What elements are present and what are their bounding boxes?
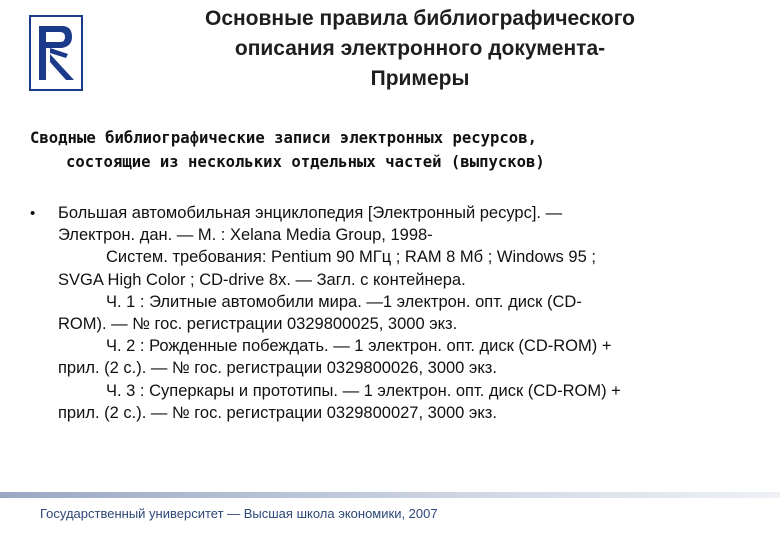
record-line: Электрон. дан. — М. : Xelana Media Group, 1998- — [58, 226, 433, 245]
record-line: ROM). — № гос. регистрации 0329800025, 3000 экз. — [58, 315, 458, 334]
record-line: SVGA High Color ; CD-drive 8x. — Загл. с контейнера. — [58, 270, 466, 289]
hse-logo-icon — [28, 14, 84, 92]
bibliographic-record — [58, 202, 758, 424]
record-line: Ч. 1 : Элитные автомобили мира. —1 электрон. опт. диск (CD- — [106, 292, 582, 311]
title-line-1: Основные правила библиографического — [204, 7, 635, 30]
record-line: прил. (2 с.). — № гос. регистрации 0329800027, 3000 экз. — [58, 403, 497, 422]
footer-divider — [0, 492, 780, 498]
record-line: прил. (2 с.). — № гос. регистрации 0329800026, 3000 экз. — [58, 359, 497, 378]
page-title — [120, 4, 720, 94]
record-line: Ч. 3 : Суперкары и прототипы. — 1 электрон. опт. диск (CD-ROM) + — [106, 381, 621, 400]
subtitle-line-2: состоящие из нескольких отдельных частей (выпусков) — [66, 153, 545, 171]
title-line-3: Примеры — [370, 67, 470, 90]
title-line-2: описания электронного документа- — [234, 37, 606, 60]
footer-text: Государственный университет — Высшая школа экономики, 2007 — [40, 506, 438, 521]
section-heading — [30, 126, 750, 174]
subtitle-line-1: Сводные библиографические записи электронных ресурсов, — [30, 129, 537, 147]
record-line: Систем. требования: Pentium 90 МГц ; RAM 8 Мб ; Windows 95 ; — [106, 248, 596, 267]
record-line: Большая автомобильная энциклопедия [Электронный ресурс]. — — [58, 204, 563, 222]
record-line: Ч. 2 : Рожденные побеждать. — 1 электрон. опт. диск (CD-ROM) + — [106, 337, 612, 356]
bullet-marker: • — [30, 205, 36, 222]
